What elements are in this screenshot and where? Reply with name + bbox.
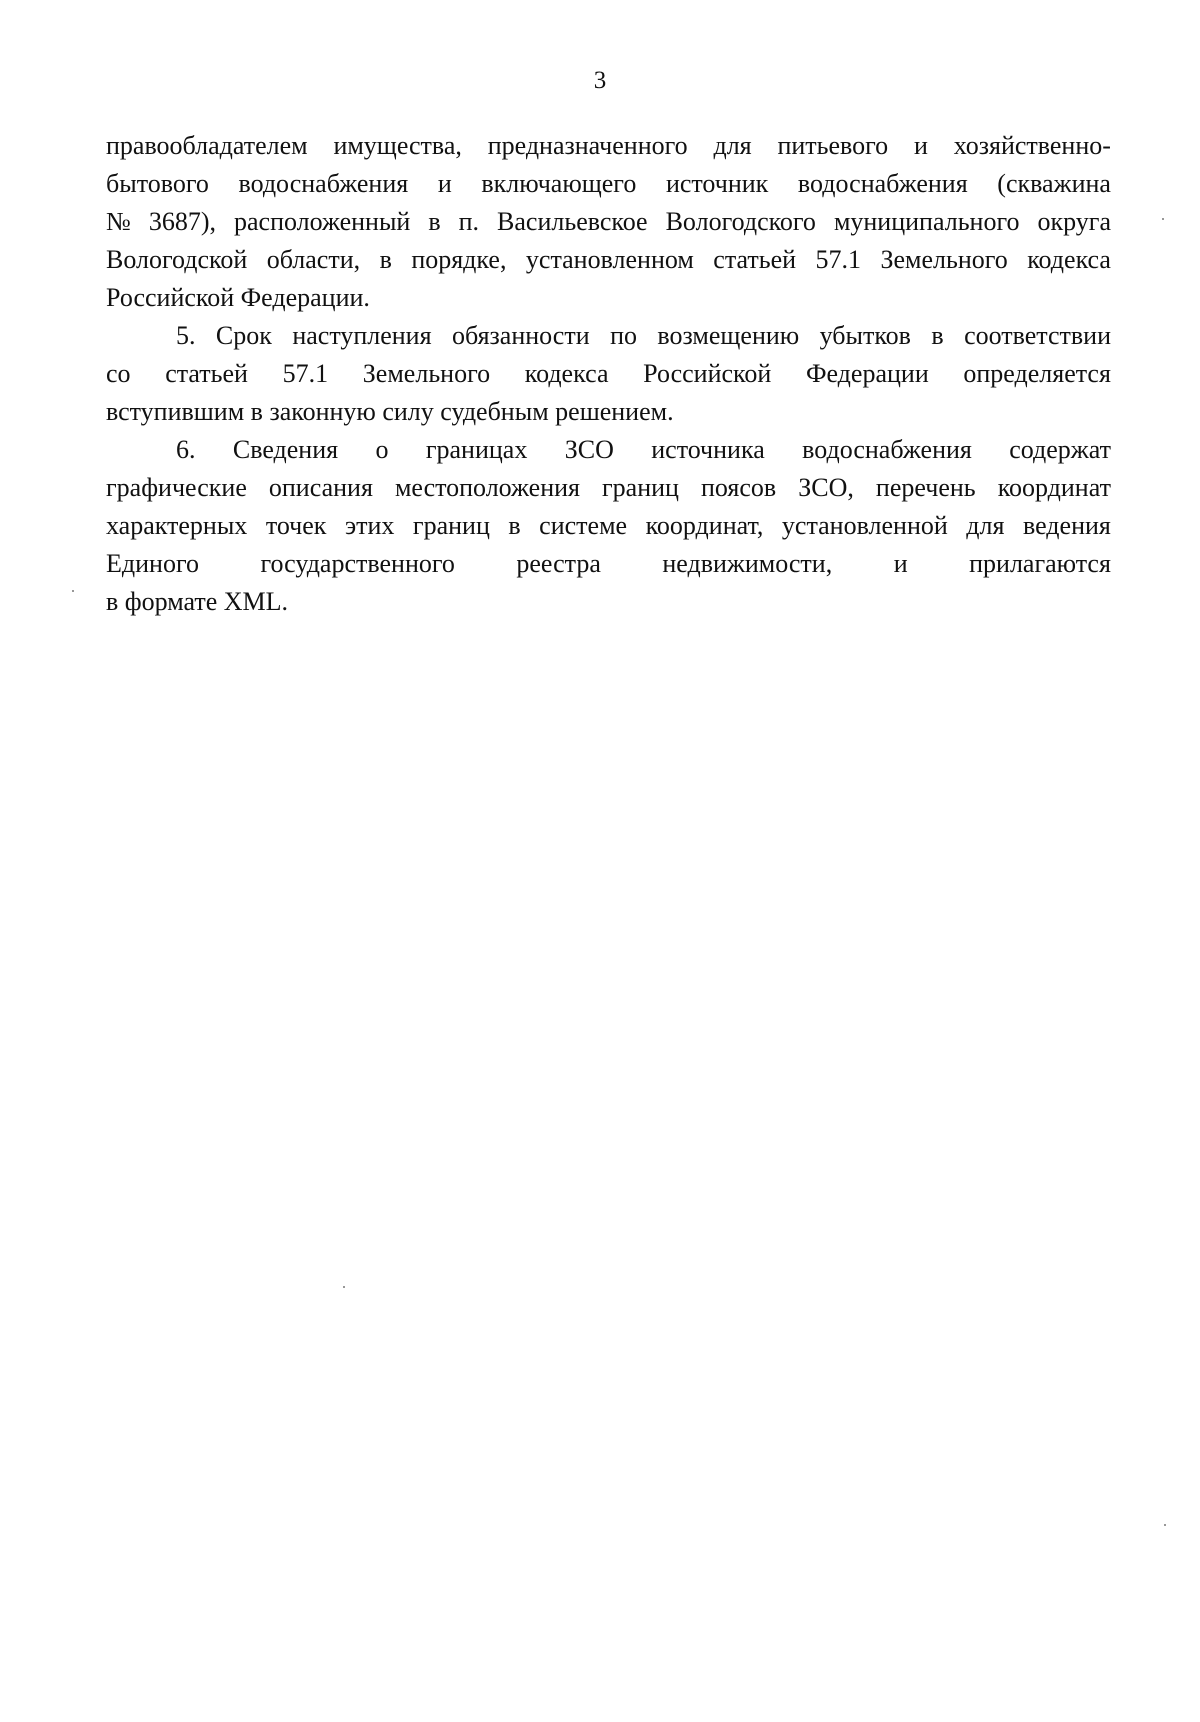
word: Федерации [805, 359, 929, 388]
text-line [106, 317, 1111, 355]
word: бытового [106, 169, 209, 198]
word: границ [602, 473, 679, 502]
word: перечень [875, 473, 976, 502]
text-line [106, 127, 1111, 165]
word: статьей [713, 245, 797, 274]
word: муниципального [833, 207, 1020, 236]
word: 5. [176, 321, 196, 350]
scan-speck [1164, 1524, 1166, 1526]
word: п. [458, 207, 480, 236]
word: включающего [481, 169, 637, 198]
word: возмещению [657, 321, 800, 350]
word: источника [651, 435, 765, 464]
word: № [106, 207, 131, 236]
word: точек [265, 511, 327, 540]
word: недвижимости, [662, 549, 833, 578]
word: установленной [781, 511, 948, 540]
word: Сведения [232, 435, 339, 464]
word: кодекса [524, 359, 609, 388]
word: порядке, [411, 245, 507, 274]
word: водоснабжения [797, 169, 968, 198]
word: графические [106, 473, 247, 502]
word: прилагаются [969, 549, 1111, 578]
paragraph-item-6 [106, 431, 1111, 621]
text-line [106, 355, 1111, 393]
word: Единого [106, 549, 199, 578]
text-line [106, 203, 1111, 241]
word: питьевого [777, 131, 889, 160]
word: 57.1 [282, 359, 329, 388]
text-line [106, 469, 1111, 507]
word: Вологодского [665, 207, 816, 236]
paragraph-item-5 [106, 317, 1111, 431]
word: 57.1 [815, 245, 861, 274]
word: 6. [176, 435, 196, 464]
word: ведения [1022, 511, 1111, 540]
word: в [508, 511, 521, 540]
word: источник [665, 169, 769, 198]
word: предназначенного [487, 131, 688, 160]
word: в [931, 321, 944, 350]
word: границ [412, 511, 490, 540]
word: области, [266, 245, 361, 274]
word: ЗСО [564, 435, 614, 464]
word: округа [1037, 207, 1111, 236]
scan-speck [1162, 218, 1164, 220]
text-line [106, 241, 1111, 279]
word: поясов [701, 473, 777, 502]
word: и [893, 549, 908, 578]
word: кодекса [1027, 245, 1111, 274]
word: определяется [963, 359, 1111, 388]
word: координат [997, 473, 1111, 502]
word: содержат [1009, 435, 1111, 464]
paragraph-continuation [106, 127, 1111, 317]
word: границах [425, 435, 528, 464]
word: в [428, 207, 441, 236]
document-body [106, 127, 1111, 621]
word: характерных [106, 511, 248, 540]
text-line: вступившим в законную силу судебным решением. [106, 397, 674, 426]
word: Васильевское [497, 207, 648, 236]
scan-speck [343, 1286, 345, 1288]
text-line [106, 507, 1111, 545]
word: координат, [645, 511, 764, 540]
word: убытков [819, 321, 911, 350]
word: со [106, 359, 131, 388]
word: водоснабжения [802, 435, 972, 464]
word: расположенный [233, 207, 411, 236]
word: (скважина [997, 169, 1111, 198]
word: системе [539, 511, 628, 540]
page-number: 3 [593, 67, 607, 94]
text-line [106, 165, 1111, 203]
text-line: Российской Федерации. [106, 283, 370, 312]
word: Российской [643, 359, 772, 388]
word: в [379, 245, 392, 274]
word: Вологодской [106, 245, 248, 274]
word: по [610, 321, 637, 350]
word: и [913, 131, 928, 160]
word: водоснабжения [238, 169, 409, 198]
word: 3687), [148, 207, 216, 236]
text-line [106, 431, 1111, 469]
text-line [106, 545, 1111, 583]
word: соответствии [964, 321, 1111, 350]
word: ЗСО, [798, 473, 854, 502]
word: правообладателем [106, 131, 308, 160]
word: Земельного [880, 245, 1008, 274]
word: Срок [215, 321, 272, 350]
word: обязанности [451, 321, 590, 350]
word: наступления [292, 321, 432, 350]
word: Земельного [362, 359, 491, 388]
word: государственного [260, 549, 455, 578]
word: имущества, [333, 131, 462, 160]
word: местоположения [394, 473, 580, 502]
text-line: в формате XML. [106, 587, 289, 616]
word: и [437, 169, 452, 198]
word: описания [268, 473, 373, 502]
word: о [375, 435, 389, 464]
word: для [713, 131, 752, 160]
word: статьей [165, 359, 248, 388]
word: реестра [516, 549, 601, 578]
word: хозяйственно- [953, 131, 1111, 160]
word: для [966, 511, 1005, 540]
scan-speck [72, 590, 74, 592]
word: установленном [525, 245, 694, 274]
word: этих [344, 511, 395, 540]
